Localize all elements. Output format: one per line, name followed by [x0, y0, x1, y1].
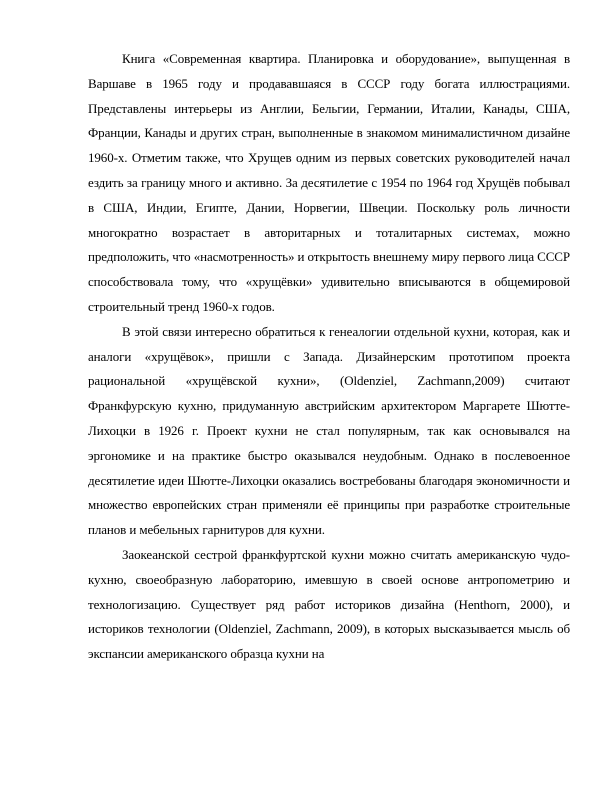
paragraph-1: Книга «Современная квартира. Планировка и оборудование», выпущенная в Варшаве в 1965 году и продававшаяся в СССР году богата иллюстрациями. Представлены интерьеры из Англии, Бельгии, Германии, Италии, Канады, США, Франции, Канады и других стран, выполненные в знакомом минималистичном дизайне 1960-х. Отметим также, что Хрущев одним из первых советских руководителей начал ездить за границу много и активно. За десятилетие с 1954 по 1964 год Хрущёв побывал в США, Индии, Египте, Дании, Норвегии, Швеции. Поскольку роль личности многократно возрастает в авторитарных и тоталитарных системах, можно предположить, что «насмотренность» и открытость внешнему миру первого лица СССР способствовала тому, что «хрущёвки» удивительно вписываются в общемировой строительный тренд 1960-х годов.	[88, 51, 570, 314]
paragraph-2: В этой связи интересно обратиться к генеалогии отдельной кухни, которая, как и аналоги «хрущёвок», пришли с Запада. Дизайнерским прототипом проекта рациональной «хрущёвской кухни», (Oldenziel, Zachmann,2009) считают Франкфурскую кухню, придуманную австрийским архитектором Маргарете Шютте-Лихоцки в 1926 г. Проект кухни не стал популярным, так как основывался на эргономике и на практике быстро оказывался неудобным. Однако в послевоенное десятилетие идеи Шютте-Лихоцки оказались востребованы благодаря экономичности и множество европейских стран применяли её принципы при разработке строительные планов и мебельных гарнитуров для кухни.	[88, 323, 570, 538]
paragraph-3: Заокеанской сестрой франкфуртской кухни можно считать американскую чудо-кухню, своеобразную лабораторию, имевшую в своей основе антропометрию и технологизацию. Существует ряд работ историков дизайна (Henthorn, 2000), и историков технологии (Oldenziel, Zachmann, 2009), в которых высказывается мысль об экспансии американского образца кухни на	[88, 546, 570, 662]
text-body	[88, 47, 570, 667]
